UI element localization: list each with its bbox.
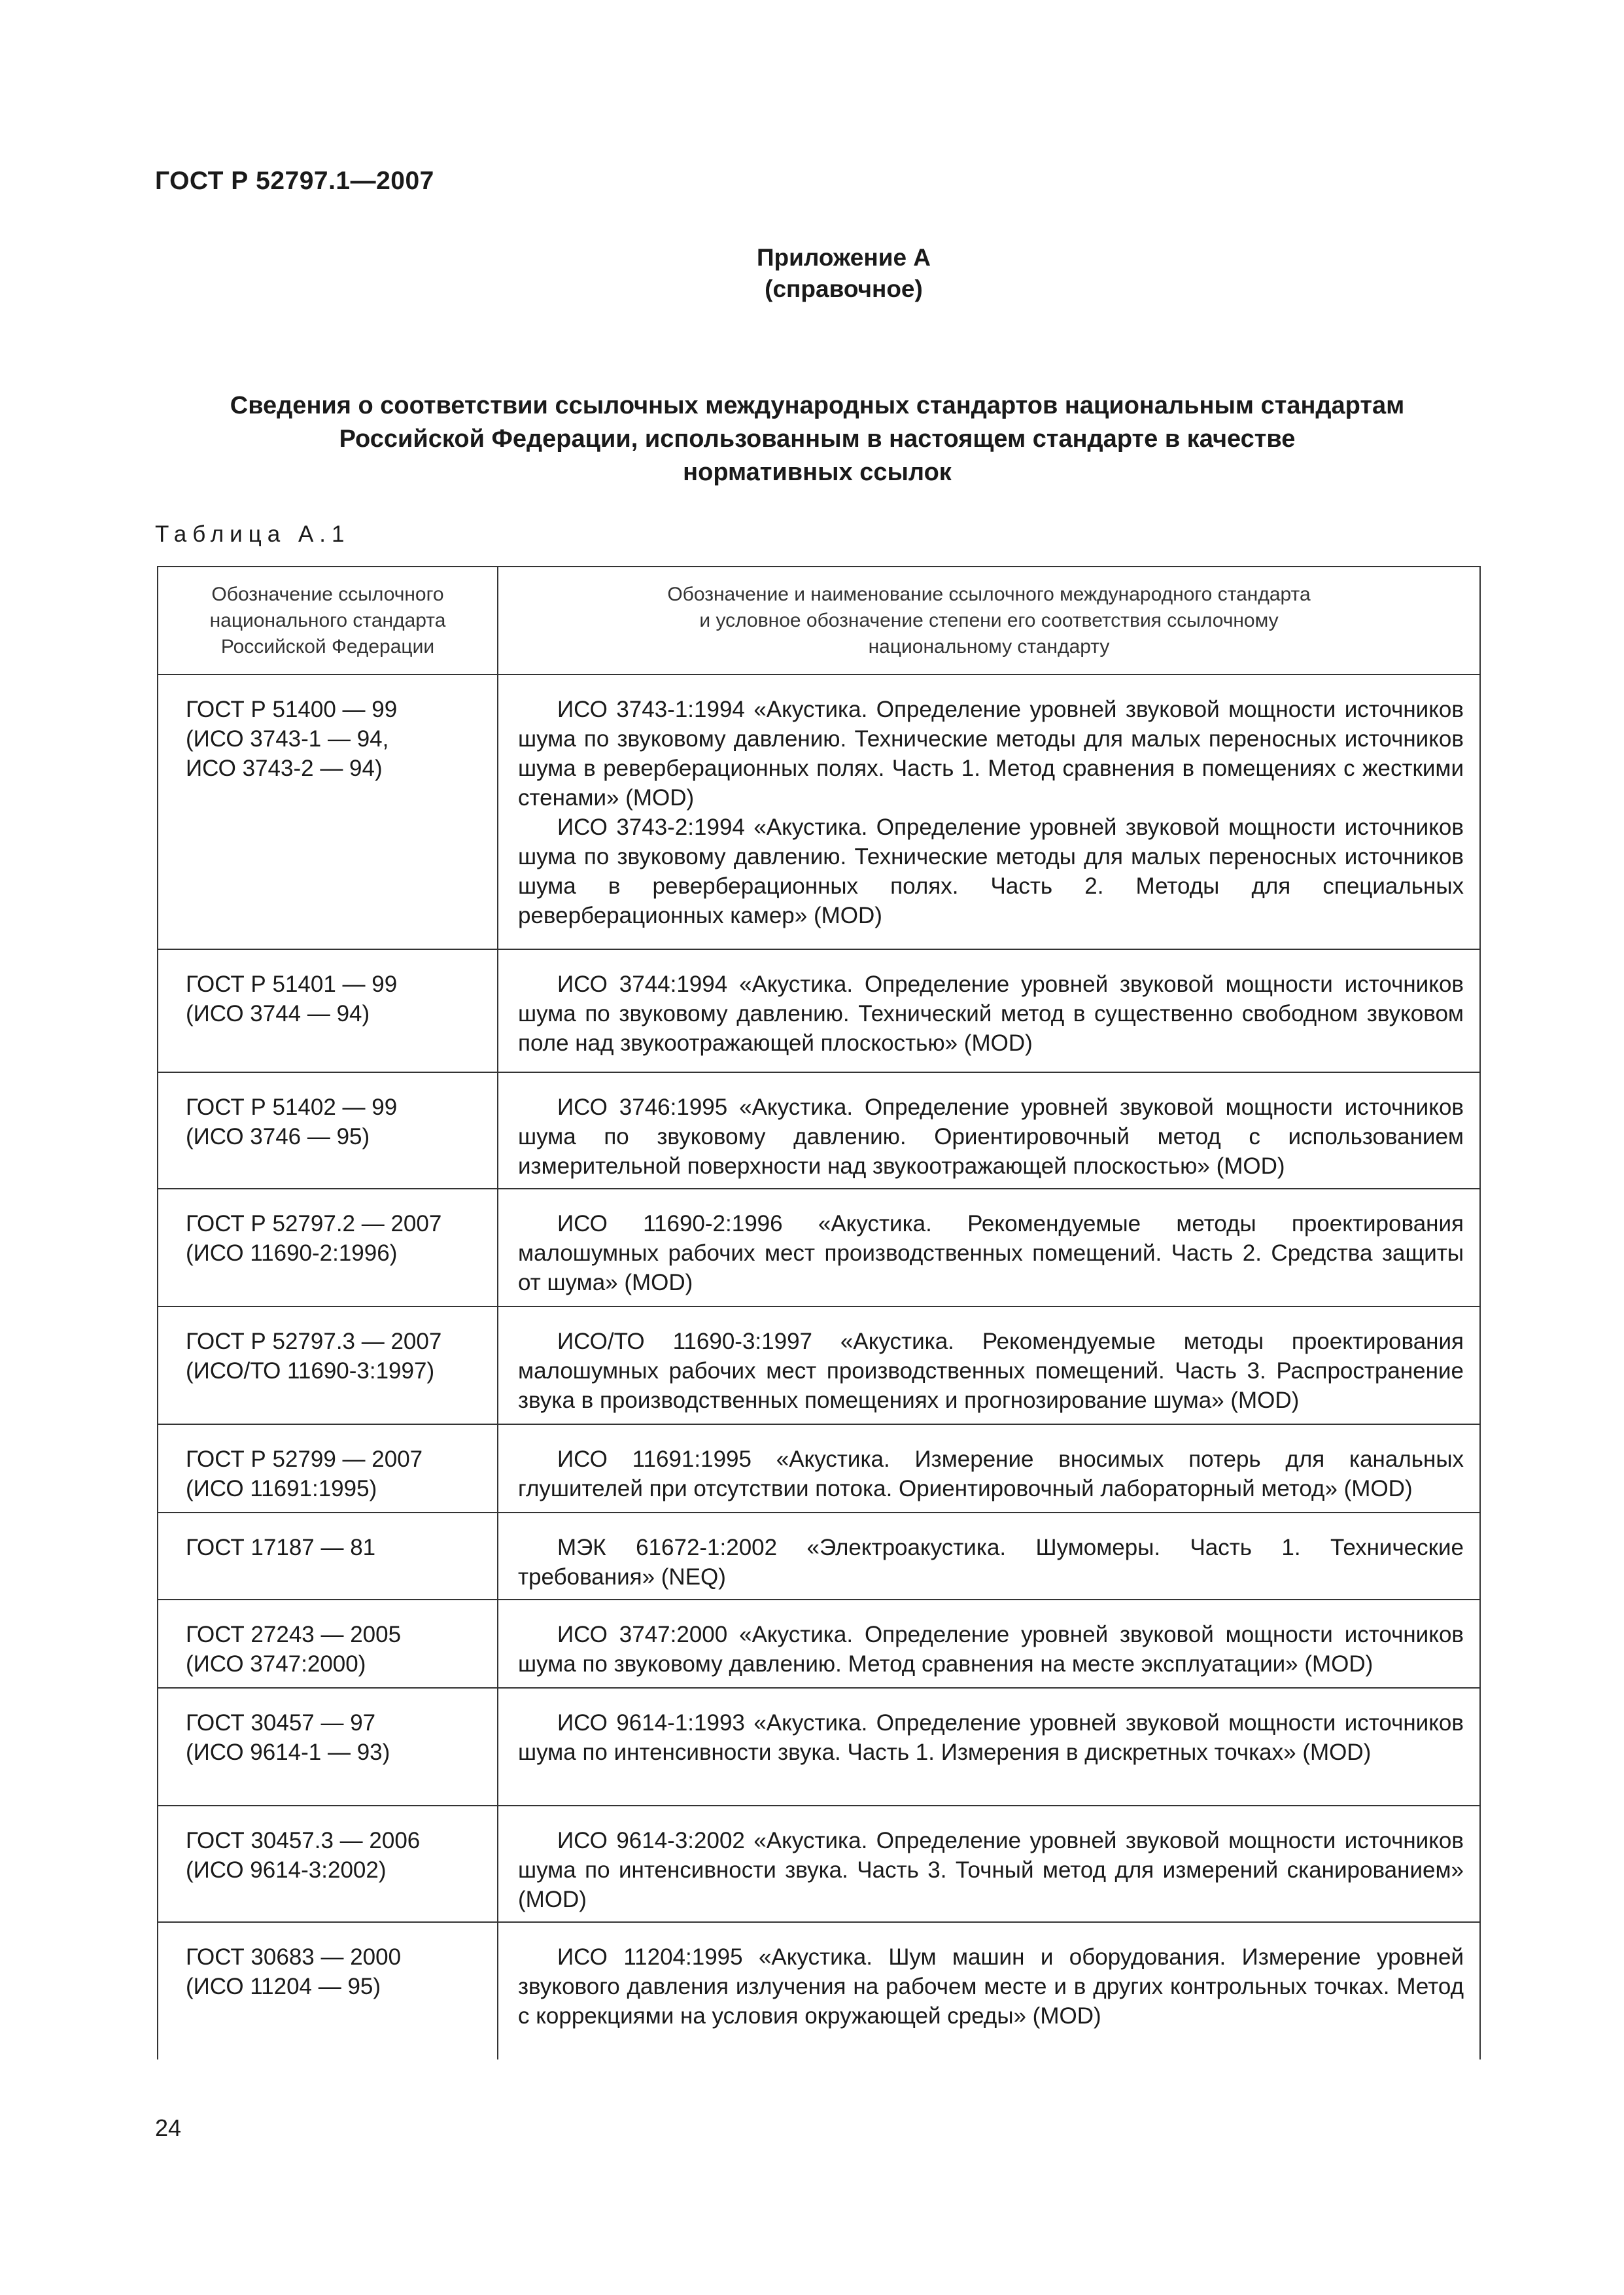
international-standard-cell <box>498 1513 1480 1600</box>
international-standard-cell <box>498 949 1480 1072</box>
national-line: (ИСО 11690-2:1996) <box>186 1240 398 1266</box>
international-paragraph: ИСО 9614-1:1993 «Акустика. Определение уровней звуковой мощности источников шума по интенсивности звука. Часть 1. Измерения в дискретных точках» (MOD) <box>518 1710 1464 1765</box>
header-line: и условное обозначение степени его соответствия ссылочному <box>699 610 1279 631</box>
national-standard-cell <box>158 1424 498 1513</box>
header-national-standard <box>158 567 498 674</box>
international-standard-cell <box>498 1189 1480 1306</box>
table-row <box>158 1189 1480 1306</box>
international-standard-cell <box>498 1806 1480 1922</box>
table-row <box>158 1922 1480 2059</box>
header-line: национальному стандарту <box>868 636 1110 657</box>
international-paragraph: ИСО 3747:2000 «Акустика. Определение уровней звуковой мощности источников шума по звуковому давлению. Метод сравнения на месте эксплуатации» (MOD) <box>518 1622 1464 1677</box>
national-line: ГОСТ Р 52797.2 — 2007 <box>186 1211 442 1236</box>
table-row <box>158 1688 1480 1806</box>
national-line: ГОСТ Р 52799 — 2007 <box>186 1446 423 1472</box>
international-paragraph: ИСО 3743-2:1994 «Акустика. Определение уровней звуковой мощности источников шума по звуковому давлению. Технические методы для малых переносных источников шума в реверберационных полях. Часть 2. Методы для специальных реверберационных камер» (MOD) <box>518 815 1464 928</box>
national-line: (ИСО 3743-1 — 94, <box>186 726 389 752</box>
national-standard-cell <box>158 1806 498 1922</box>
national-line: (ИСО 3744 — 94) <box>186 1001 370 1026</box>
national-line: ГОСТ Р 52797.3 — 2007 <box>186 1329 442 1354</box>
table-row <box>158 1513 1480 1600</box>
international-standard-cell <box>498 1688 1480 1806</box>
appendix-type: (справочное) <box>765 275 923 302</box>
national-line: ГОСТ Р 51401 — 99 <box>186 972 398 997</box>
international-paragraph: ИСО 11204:1995 «Акустика. Шум машин и оборудования. Измерение уровней звукового давления излучения на рабочем месте и в других контрольных точках. Метод с коррекциями на условия окружающей среды» (MOD) <box>518 1944 1464 2029</box>
appendix-heading <box>615 242 1073 305</box>
international-paragraph: ИСО 3744:1994 «Акустика. Определение уровней звуковой мощности источников шума по звуковому давлению. Технический метод в существенно свободном звуковом поле над звукоотражающей плоскостью» (MOD) <box>518 972 1464 1056</box>
international-paragraph: ИСО 3743-1:1994 «Акустика. Определение уровней звуковой мощности источников шума по звуковому давлению. Технические методы для малых переносных источников шума в реверберационных полях. Часть 1. Метод сравнения в помещениях с жесткими стенами» (MOD) <box>518 697 1464 811</box>
table-row <box>158 1306 1480 1424</box>
national-line: ИСО 3743-2 — 94) <box>186 756 383 781</box>
national-standard-cell <box>158 1688 498 1806</box>
header-line: национального стандарта <box>209 610 446 631</box>
header-line: Обозначение и наименование ссылочного международного стандарта <box>667 584 1311 605</box>
international-standard-cell <box>498 674 1480 949</box>
national-line: (ИСО 3747:2000) <box>186 1651 366 1677</box>
national-standard-cell <box>158 1600 498 1688</box>
appendix-label: Приложение А <box>756 244 931 271</box>
section-title-line-2: Российской Федерации, использованным в настоящем стандарте в качестве <box>339 425 1296 453</box>
standards-table-container <box>157 566 1479 2072</box>
table-row <box>158 1600 1480 1688</box>
national-line: ГОСТ 30457.3 — 2006 <box>186 1828 421 1853</box>
table-row <box>158 1072 1480 1189</box>
section-title <box>155 389 1479 489</box>
international-paragraph: ИСО 3746:1995 «Акустика. Определение уровней звуковой мощности источников шума по звуковому давлению. Ориентировочный метод с использованием измерительной поверхности над звукоотражающей плоскостью» (MOD) <box>518 1095 1464 1179</box>
international-standard-cell <box>498 1072 1480 1189</box>
national-line: (ИСО/ТО 11690-3:1997) <box>186 1358 435 1384</box>
national-standard-cell <box>158 1189 498 1306</box>
national-line: ГОСТ 27243 — 2005 <box>186 1622 402 1647</box>
national-standard-cell <box>158 949 498 1072</box>
section-title-line-1: Сведения о соответствии ссылочных международных стандартов национальным стандартам <box>230 392 1405 419</box>
international-paragraph: ИСО 11690-2:1996 «Акустика. Рекомендуемые методы проектирования малошумных рабочих мест производственных помещений. Часть 2. Средства защиты от шума» (MOD) <box>518 1211 1464 1295</box>
national-standard-cell <box>158 1306 498 1424</box>
header-line: Обозначение ссылочного <box>211 584 444 605</box>
national-line: ГОСТ 30457 — 97 <box>186 1710 376 1736</box>
national-line: (ИСО 11691:1995) <box>186 1476 377 1501</box>
international-paragraph: ИСО/ТО 11690-3:1997 «Акустика. Рекомендуемые методы проектирования малошумных рабочих мест производственных помещений. Часть 3. Распространение звука в производственных помещениях и прогнозирование шума» (MOD) <box>518 1329 1464 1413</box>
table-label: Таблица А.1 <box>155 521 351 547</box>
header-international-standard <box>498 567 1480 674</box>
table-row <box>158 674 1480 949</box>
national-line: ГОСТ Р 51400 — 99 <box>186 697 398 722</box>
header-line: Российской Федерации <box>220 636 435 657</box>
section-title-line-3: нормативных ссылок <box>683 459 952 486</box>
international-standard-cell <box>498 1424 1480 1513</box>
international-standard-cell <box>498 1600 1480 1688</box>
table-row <box>158 1424 1480 1513</box>
national-standard-cell <box>158 1922 498 2059</box>
international-paragraph: ИСО 9614-3:2002 «Акустика. Определение уровней звуковой мощности источников шума по интенсивности звука. Часть 3. Точный метод для измерений сканированием» (MOD) <box>518 1828 1464 1912</box>
international-paragraph: ИСО 11691:1995 «Акустика. Измерение вносимых потерь для канальных глушителей при отсутствии потока. Ориентировочный лабораторный метод» (MOD) <box>518 1446 1464 1501</box>
international-standard-cell <box>498 1922 1480 2059</box>
national-line: (ИСО 11204 — 95) <box>186 1974 381 1999</box>
national-line: (ИСО 9614-3:2002) <box>186 1857 387 1883</box>
national-standard-cell <box>158 1513 498 1600</box>
table-header-row <box>158 567 1480 674</box>
national-standard-cell <box>158 1072 498 1189</box>
national-line: ГОСТ Р 51402 — 99 <box>186 1095 398 1120</box>
national-line: ГОСТ 17187 — 81 <box>186 1535 376 1560</box>
table-row <box>158 949 1480 1072</box>
national-line: (ИСО 9614-1 — 93) <box>186 1740 390 1765</box>
standards-table <box>157 566 1481 2059</box>
page-number: 24 <box>155 2114 182 2141</box>
international-standard-cell <box>498 1306 1480 1424</box>
international-paragraph: МЭК 61672-1:2002 «Электроакустика. Шумомеры. Часть 1. Технические требования» (NEQ) <box>518 1535 1464 1590</box>
national-line: ГОСТ 30683 — 2000 <box>186 1944 402 1970</box>
national-line: (ИСО 3746 — 95) <box>186 1124 370 1149</box>
document-code: ГОСТ Р 52797.1—2007 <box>155 167 434 195</box>
table-row <box>158 1806 1480 1922</box>
national-standard-cell <box>158 674 498 949</box>
